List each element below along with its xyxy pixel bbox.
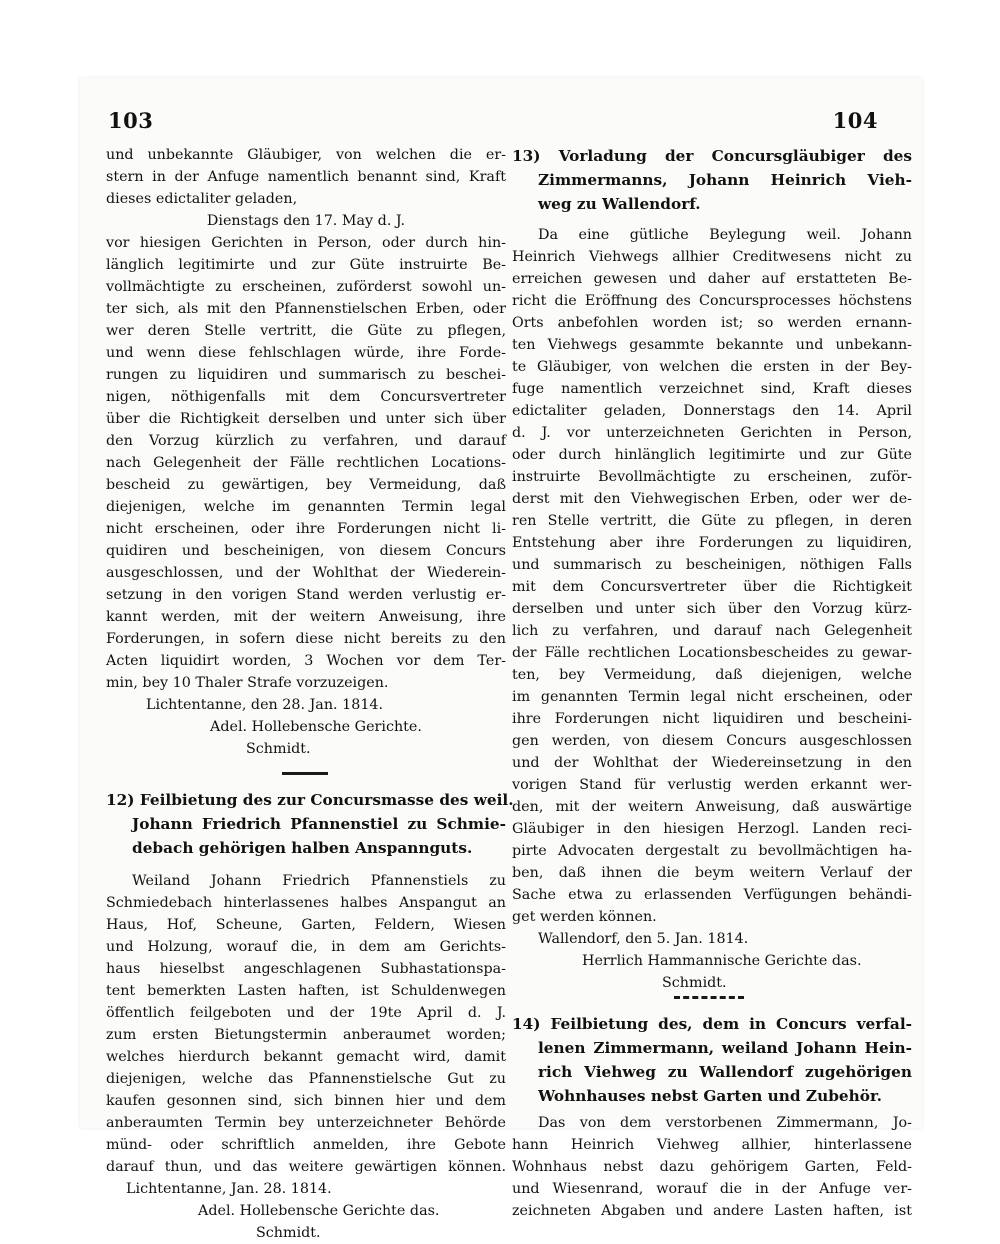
heading-line: Wohnhauses nebst Garten und Zubehör. (538, 1087, 882, 1105)
text-line: Sache etwa zu erlassenden Verfügungen behändi- (512, 887, 912, 903)
signature-court: Adel. Hollebensche Gerichte das. (198, 1203, 440, 1219)
heading-line: 14) Feilbietung des, dem in Concurs verfal- (512, 1015, 912, 1033)
item14-heading (512, 1012, 912, 1108)
text-line: derselben und unter sich über den Vorzug kürz- (512, 601, 912, 617)
item12-heading (106, 788, 514, 860)
text-line: ter sich, als mit den Pfannenstielschen Erben, oder (106, 301, 506, 317)
text-line: lich zu verfahren, und darauf nach Gelegenheit (512, 623, 912, 639)
signature-name: Schmidt. (256, 1225, 321, 1241)
heading-line: Johann Friedrich Pfannenstiel zu Schmie- (132, 815, 506, 833)
signature-place-date: Lichtentanne, Jan. 28. 1814. (126, 1181, 332, 1197)
text-line: den Vorzug kürzlich zu verfahren, und darauf (106, 433, 506, 449)
text-line: kannt werden, mit der weitern Anweisung, ihre (106, 609, 506, 625)
text-line: stern in der Anfuge namentlich benannt sind, Kraft (106, 169, 506, 185)
text-line: den, mit der weitern Anweisung, daß auswärtige (512, 799, 912, 815)
signature-name: Schmidt. (246, 741, 311, 757)
text-line: diejenigen, welche das Pfannenstielsche Gut zu (106, 1071, 506, 1087)
text-line: Gläubiger in den hiesigen Herzogl. Landen reci- (512, 821, 912, 837)
heading-line: rich Viehweg zu Wallendorf zugehörigen (538, 1063, 912, 1081)
text-line: welches hierdurch bekannt gemacht wird, damit (106, 1049, 506, 1065)
text-line: und Wiesenrand, worauf die in der Anfuge ver- (512, 1181, 912, 1197)
text-line: derst mit den Viehwegischen Erben, oder wer de- (512, 491, 912, 507)
item12-text (106, 870, 506, 1178)
text-line: Forderungen, in sofern diese nicht bereits zu den (106, 631, 506, 647)
text-line: Orts anbefohlen worden ist; so werden ernann- (512, 315, 912, 331)
continued-notice-signature (106, 694, 506, 760)
text-line: Heinrich Viehwegs allhier Creditwesens nicht zu (512, 249, 912, 265)
text-line: und wenn diese fehlschlagen würde, ihre Forde- (106, 345, 506, 361)
text-line: rungen zu liquidiren und summarisch zu beschei- (106, 367, 506, 383)
item13-heading (512, 144, 912, 216)
text-line: nicht erscheinen, oder ihre Forderungen nicht li- (106, 521, 506, 537)
text-line: quidiren und bescheinigen, von diesem Concurs (106, 543, 506, 559)
text-line: über die Richtigkeit derselben und unter sich über (106, 411, 506, 427)
heading-line: Zimmermanns, Johann Heinrich Vieh- (538, 171, 912, 189)
text-line: tent bemerkten Lasten haften, ist Schuldenwegen (106, 983, 506, 999)
text-line: wer deren Stelle vertritt, die Güte zu pflegen, (106, 323, 506, 339)
text-line: ausgeschlossen, und der Wohlthat der Wiederein- (106, 565, 506, 581)
text-line: Wohnhaus nebst dazu gehörigem Garten, Feld- (512, 1159, 912, 1175)
text-line: Entstehung aber ihre Forderungen zu liquidiren, (512, 535, 912, 551)
text-line: Das von dem verstorbenen Zimmermann, Jo- (538, 1115, 912, 1131)
text-line: get werden können. (512, 909, 657, 925)
text-line: ten Viehwegs gesammte bekannte und unbekann- (512, 337, 912, 353)
text-line: pirte Advocaten dergestalt zu bevollmächtigen ha- (512, 843, 912, 859)
text-line: Haus, Hof, Scheune, Garten, Feldern, Wiesen (106, 917, 506, 933)
text-line: instruirte Bevollmächtigte zu erscheinen, zuför- (512, 469, 912, 485)
heading-line: 12) Feilbietung des zur Concursmasse des weil. (106, 791, 514, 809)
text-line: und summarisch zu bescheinigen, nöthigen Falls (512, 557, 912, 573)
text-line: oder durch hinlänglich legitimirte und zur Güte (512, 447, 912, 463)
item14-text (512, 1112, 912, 1222)
text-line: Dienstags den 17. May d. J. (206, 213, 406, 229)
heading-line: 13) Vorladung der Concursgläubiger des (512, 147, 912, 165)
text-line: diejenigen, welche im genannten Termin legal (106, 499, 506, 515)
text-line: ben, daß ihnen die beym weitern Verlauf der (512, 865, 912, 881)
text-line: fuge namentlich verzeichnet sind, Kraft dieses (512, 381, 912, 397)
text-line: Da eine gütliche Beylegung weil. Johann (538, 227, 912, 243)
text-line: nach Gelegenheit der Fälle rechtlichen Locations- (106, 455, 506, 471)
text-line: vollmächtigte zu erscheinen, zuförderst sowohl un- (106, 279, 506, 295)
text-line: münd- oder schriftlich anmelden, ihre Gebote (106, 1137, 506, 1153)
text-line: te Gläubiger, von welchen die ersten in der Bey- (512, 359, 912, 375)
signature-place-date: Lichtentanne, den 28. Jan. 1814. (146, 697, 384, 713)
text-line: und der Wohlthat der Wiedereinsetzung in den (512, 755, 912, 771)
section-divider (674, 996, 744, 999)
item13-text (512, 224, 912, 928)
text-line: Weiland Johann Friedrich Pfannenstiels zu (132, 873, 506, 889)
heading-line: weg zu Wallendorf. (538, 195, 701, 213)
text-line: mit dem Concursvertreter über die Richtigkeit (512, 579, 912, 595)
text-line: Acten liquidirt worden, 3 Wochen vor dem Ter- (106, 653, 506, 669)
text-line: erreichen gewesen und daher auf erstatteten Be- (512, 271, 912, 287)
text-line: im genannten Termin legal nicht erscheinen, oder (512, 689, 912, 705)
text-line: edictaliter geladen, Donnerstags den 14. April (512, 403, 912, 419)
text-line: min, bey 10 Thaler Strafe vorzuzeigen. (106, 675, 389, 691)
text-line: gen werden, von diesem Concurs ausgeschlossen (512, 733, 912, 749)
text-line: setzung in den vorigen Stand werden verlustig er- (106, 587, 506, 603)
text-line: nigen, nöthigenfalls mit dem Concursvertreter (106, 389, 506, 405)
text-line: richt die Eröffnung des Concursprocesses höchstens (512, 293, 912, 309)
text-line: und Holzung, worauf die, in dem am Gerichts- (106, 939, 506, 955)
item13-signature (512, 928, 912, 994)
text-line: zum ersten Bietungstermin anberaumet worden; (106, 1027, 506, 1043)
signature-name: Schmidt. (662, 975, 727, 991)
text-line: länglich legitimirte und zur Güte instruirte Be- (106, 257, 506, 273)
text-line: dieses edictaliter geladen, (106, 191, 298, 207)
text-line: vor hiesigen Gerichten in Person, oder durch hin- (106, 235, 506, 251)
text-line: ren Stelle vertritt, die Güte zu pflegen, in deren (512, 513, 912, 529)
text-line: haus hieselbst angeschlagenen Subhastationspa- (106, 961, 506, 977)
text-line: bescheid zu gewärtigen, bey Vermeidung, daß (106, 477, 506, 493)
item12-signature (106, 1178, 506, 1244)
section-divider (282, 772, 328, 775)
signature-court: Herrlich Hammannische Gerichte das. (582, 953, 862, 969)
text-line: und unbekannte Gläubiger, von welchen die er- (106, 147, 506, 163)
text-line: ten, bey Vermeidung, daß diejenigen, welche (512, 667, 912, 683)
text-line: zeichneten Abgaben und andere Lasten haften, ist (512, 1203, 912, 1219)
text-line: ihre Forderungen nicht liquidiren und bescheini- (512, 711, 912, 727)
text-line: vorigen Stand für verlustig werden erkannt wer- (512, 777, 912, 793)
text-line: kaufen gesonnen sind, sich binnen hier und dem (106, 1093, 506, 1109)
signature-court: Adel. Hollebensche Gerichte. (210, 719, 422, 735)
text-line: anberaumten Termin bey unterzeichneter Behörde (106, 1115, 506, 1131)
continued-notice-text (106, 144, 506, 694)
text-line: Schmiedebach hinterlassenes halbes Anspangut an (106, 895, 506, 911)
text-line: öffentlich feilgeboten und der 19te April d. J. (106, 1005, 506, 1021)
heading-line: debach gehörigen halben Anspannguts. (132, 839, 473, 857)
page-sheet (80, 78, 922, 1241)
page-number-left: 103 (108, 108, 154, 133)
heading-line: lenen Zimmermann, weiland Johann Hein- (538, 1039, 912, 1057)
text-line: hann Heinrich Viehweg allhier, hinterlassene (512, 1137, 912, 1153)
text-line: darauf thun, und das weitere gewärtigen können. (106, 1159, 506, 1175)
text-line: der Fälle rechtlichen Locationsbescheides zu gewar- (512, 645, 912, 661)
signature-place-date: Wallendorf, den 5. Jan. 1814. (538, 931, 749, 947)
text-line: d. J. vor unterzeichneten Gerichten in Person, (512, 425, 912, 441)
page-number-right: 104 (832, 108, 878, 133)
